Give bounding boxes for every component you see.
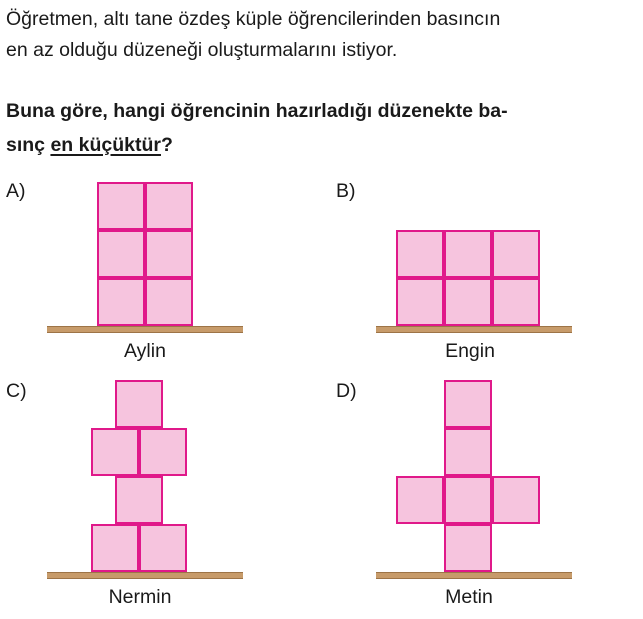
cube xyxy=(97,230,145,278)
cube xyxy=(97,278,145,326)
option-b-label: B) xyxy=(336,180,356,202)
cube xyxy=(139,524,187,572)
cube xyxy=(145,278,193,326)
ground-surface xyxy=(376,326,572,333)
cube xyxy=(396,476,444,524)
intro-line-2: en az olduğu düzeneği oluşturmalarını istiyor. xyxy=(6,39,398,61)
cube xyxy=(444,428,492,476)
option-c-name: Nermin xyxy=(108,586,172,608)
cube xyxy=(91,524,139,572)
ground-surface xyxy=(47,572,243,579)
cube xyxy=(492,278,540,326)
cube xyxy=(492,476,540,524)
question-text xyxy=(6,94,640,162)
cube xyxy=(115,380,163,428)
cube xyxy=(396,278,444,326)
intro-line-1: Öğretmen, altı tane özdeş küple öğrencilerinden basıncın xyxy=(6,8,501,30)
cube xyxy=(444,230,492,278)
option-a-name: Aylin xyxy=(124,340,166,362)
cube xyxy=(145,182,193,230)
cube xyxy=(115,476,163,524)
cube xyxy=(444,524,492,572)
question-part-3: ? xyxy=(160,134,173,156)
question-emphasis: en küçüktür xyxy=(50,134,161,156)
question-part-1: Buna göre, hangi öğrencinin hazırladığı düzenekte ba- xyxy=(6,100,508,122)
option-d-name: Metin xyxy=(445,586,493,608)
option-c-label: C) xyxy=(6,380,27,402)
cube xyxy=(444,380,492,428)
ground-surface xyxy=(376,572,572,579)
cube xyxy=(444,476,492,524)
cube xyxy=(444,278,492,326)
cube xyxy=(91,428,139,476)
cube xyxy=(145,230,193,278)
cube xyxy=(396,230,444,278)
ground-surface xyxy=(47,326,243,333)
option-d-label: D) xyxy=(336,380,357,402)
intro-text xyxy=(6,4,640,66)
cube xyxy=(139,428,187,476)
option-a-label: A) xyxy=(6,180,26,202)
question-part-2: sınç xyxy=(6,134,51,156)
cube xyxy=(492,230,540,278)
cube xyxy=(97,182,145,230)
option-b-name: Engin xyxy=(445,340,495,362)
